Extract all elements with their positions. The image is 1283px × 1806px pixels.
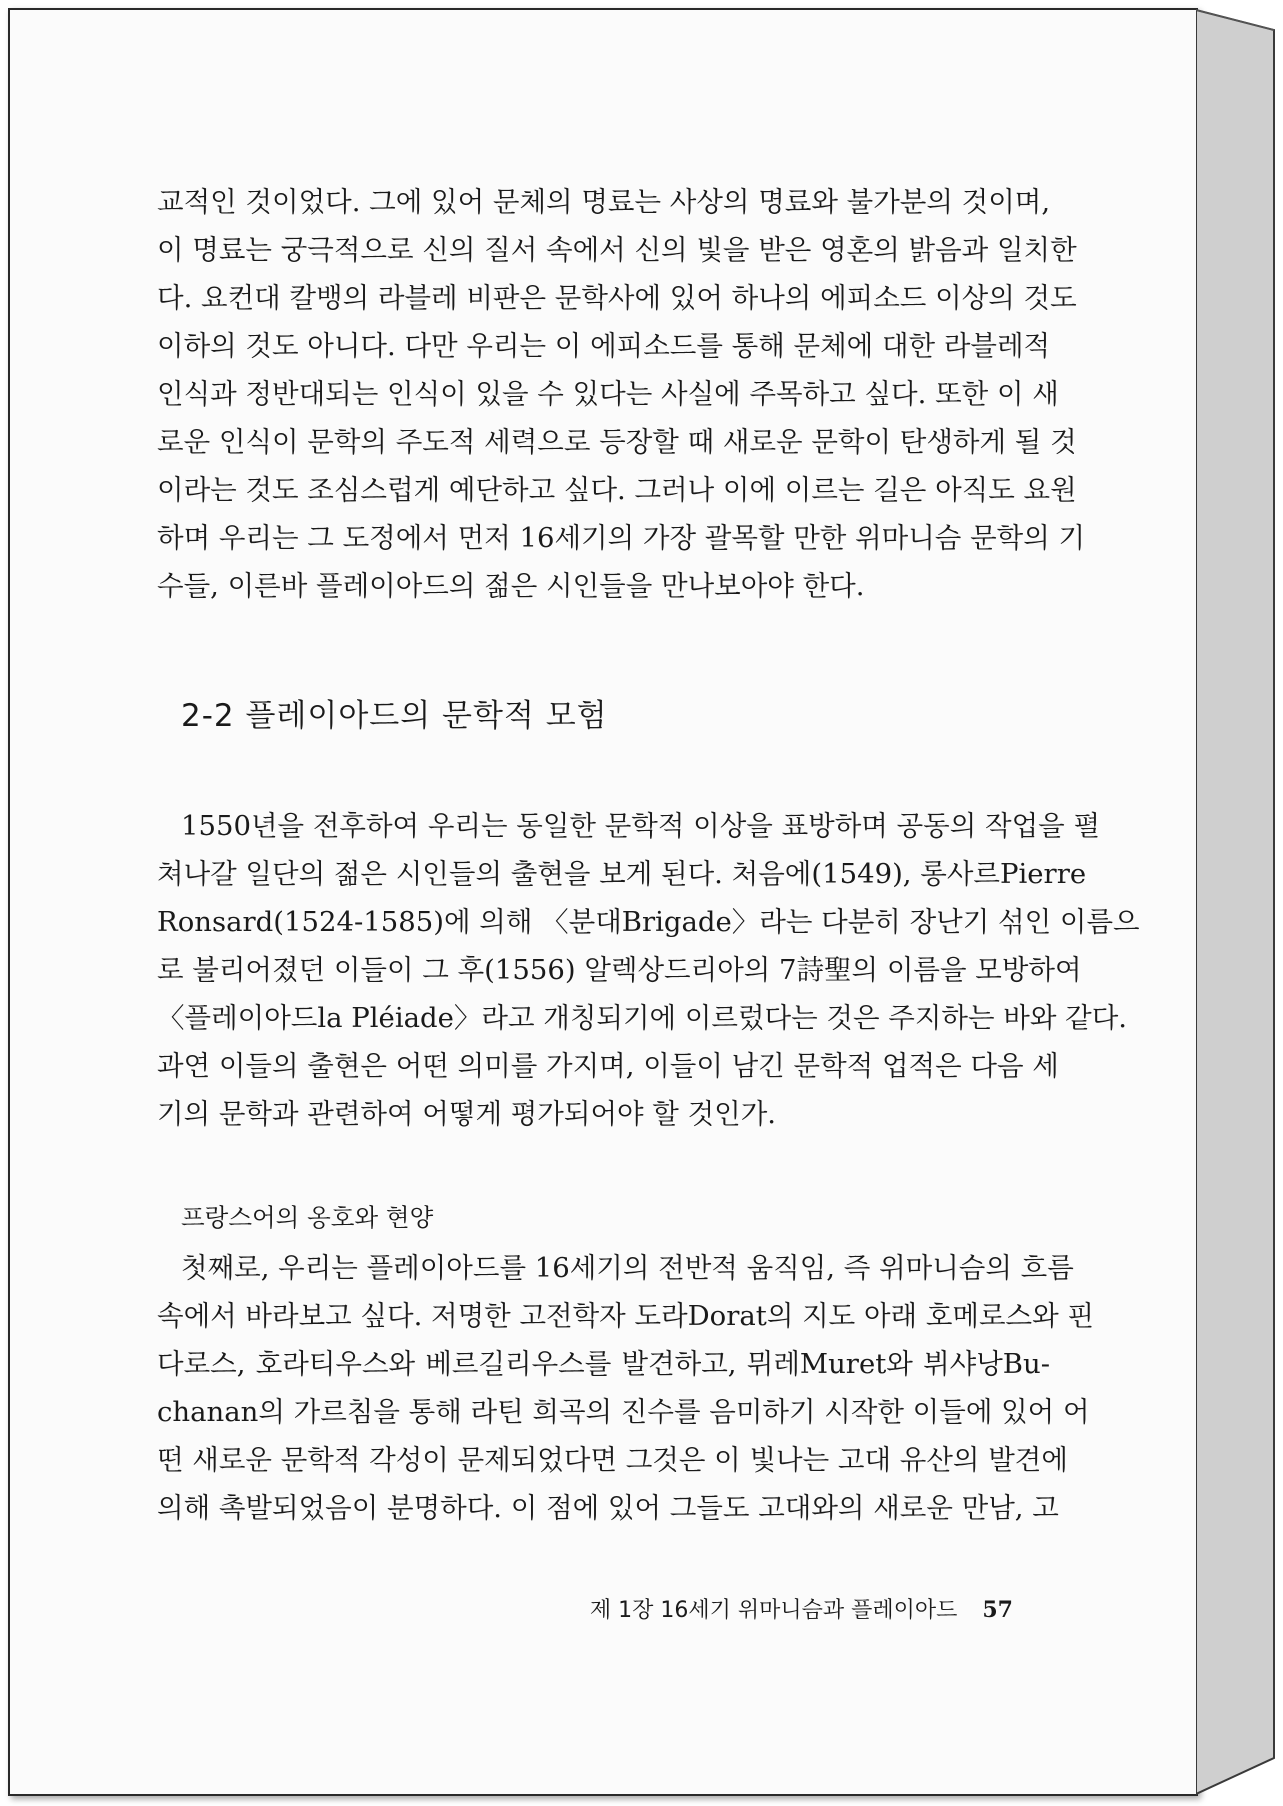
text-line: 이라는 것도 조심스럽게 예단하고 싶다. 그러나 이에 이르는 길은 아직도 요원 <box>157 474 1077 506</box>
text-line: 1550년을 전후하여 우리는 동일한 문학적 이상을 표방하며 공동의 작업을 펼 <box>181 810 1101 842</box>
text-line: Ronsard(1524-1585)에 의해 〈분대Brigade〉라는 다분히 장난기 섞인 이름으 <box>157 906 1140 938</box>
text-line: 로 불리어졌던 이들이 그 후(1556) 알렉상드리아의 7詩聖의 이름을 모방하여 <box>157 954 1082 986</box>
text-line: 〈플레이아드la Pléiade〉라고 개칭되기에 이르렀다는 것은 주지하는 바와 같다. <box>157 1002 1128 1034</box>
text-line: 로운 인식이 문학의 주도적 세력으로 등장할 때 새로운 문학이 탄생하게 될 것 <box>157 426 1077 458</box>
text-line: 떤 새로운 문학적 각성이 문제되었다면 그것은 이 빛나는 고대 유산의 발견에 <box>157 1444 1068 1476</box>
paragraph-3 <box>157 1244 1094 1532</box>
running-head: 제 1장 16세기 위마니슴과 플레이아드 <box>589 1598 958 1623</box>
page-content <box>157 178 1140 1532</box>
subheading: 프랑스어의 옹호와 현양 <box>181 1203 434 1232</box>
text-line: 하며 우리는 그 도정에서 먼저 16세기의 가장 괄목할 만한 위마니슴 문학의 기 <box>157 522 1086 554</box>
text-line: 수들, 이른바 플레이아드의 젊은 시인들을 만나보아야 한다. <box>157 570 865 602</box>
paragraph-2 <box>157 802 1140 1138</box>
page-stack-edge-shape <box>1196 8 1276 1796</box>
book-page-edge <box>1196 8 1276 1796</box>
text-line: chanan의 가르침을 통해 라틴 희곡의 진수를 음미하기 시작한 이들에 있어 어 <box>157 1396 1090 1428</box>
paragraph-1 <box>157 178 1086 610</box>
text-line: 의해 촉발되었음이 분명하다. 이 점에 있어 그들도 고대와의 새로운 만남, 고 <box>157 1492 1059 1524</box>
text-line: 기의 문학과 관련하여 어떻게 평가되어야 할 것인가. <box>157 1098 777 1130</box>
page-footer <box>590 1593 1013 1624</box>
text-line: 다로스, 호라티우스와 베르길리우스를 발견하고, 뮈레Muret와 뷔샤낭Bu- <box>157 1348 1050 1380</box>
text-line: 쳐나갈 일단의 젊은 시인들의 출현을 보게 된다. 처음에(1549), 롱사르Pierre <box>157 858 1087 890</box>
text-line: 과연 이들의 출현은 어떤 의미를 가지며, 이들이 남긴 문학적 업적은 다음 세 <box>157 1050 1059 1082</box>
text-line: 다. 요컨대 칼뱅의 라블레 비판은 문학사에 있어 하나의 에피소드 이상의 것도 <box>157 282 1077 314</box>
text-line: 속에서 바라보고 싶다. 저명한 고전학자 도라Dorat의 지도 아래 호메로스와 핀 <box>157 1300 1094 1332</box>
text-line: 교적인 것이었다. 그에 있어 문체의 명료는 사상의 명료와 불가분의 것이며, <box>157 186 1051 218</box>
page-number: 57 <box>982 1597 1013 1623</box>
text-line: 이하의 것도 아니다. 다만 우리는 이 에피소드를 통해 문체에 대한 라블레적 <box>157 330 1051 362</box>
text-line: 이 명료는 궁극적으로 신의 질서 속에서 신의 빛을 받은 영혼의 밝음과 일치한 <box>157 234 1077 266</box>
text-line: 인식과 정반대되는 인식이 있을 수 있다는 사실에 주목하고 싶다. 또한 이 새 <box>157 378 1059 410</box>
text-line: 첫째로, 우리는 플레이아드를 16세기의 전반적 움직임, 즉 위마니슴의 흐름 <box>181 1252 1074 1284</box>
section-title: 2-2 플레이아드의 문학적 모험 <box>181 698 608 734</box>
